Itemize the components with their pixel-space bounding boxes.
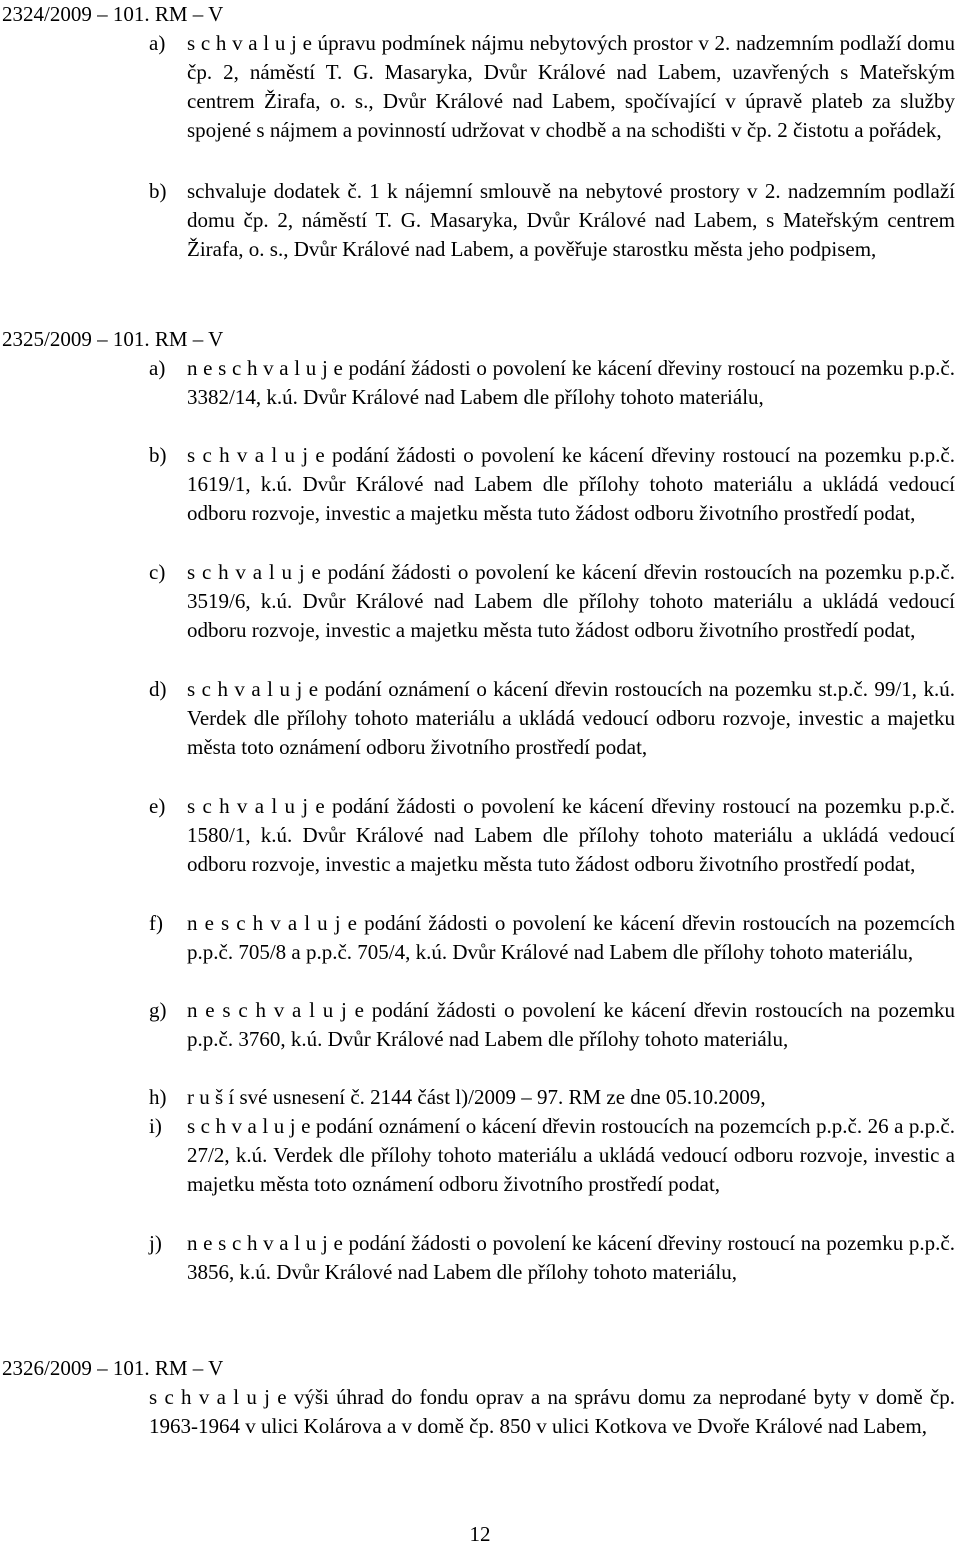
resolution-item-2324-b <box>149 177 955 264</box>
item-verb: s c h v a l u j e <box>187 1114 311 1138</box>
item-text: podání žádosti o povolení ke kácení dřeviny rostoucí na pozemku p.p.č. 1619/1, k.ú. Dvůr Králové nad Labem dle přílohy tohoto materiálu a ukládá vedoucí odboru rozvoje, investic a majetku města tuto žádost odboru životního prostředí podat, <box>187 443 955 525</box>
resolution-item-2325-i <box>149 1112 955 1199</box>
item-verb: r u š í <box>187 1085 235 1109</box>
item-text: podání oznámení o kácení dřevin rostoucích na pozemku st.p.č. 99/1, k.ú. Verdek dle přílohy tohoto materiálu a ukládá vedoucí odboru rozvoje, investic a majetku města toto oznámení odboru životního prostředí podat, <box>187 677 955 759</box>
item-label: g) <box>149 998 167 1022</box>
resolution-heading-2325: 2325/2009 – 101. RM – V <box>2 327 224 351</box>
item-label: b) <box>149 443 167 467</box>
item-verb: s c h v a l u j e <box>187 443 325 467</box>
item-text: podání žádosti o povolení ke kácení dřevin rostoucích na pozemcích p.p.č. 705/8 a p.p.č. 705/4, k.ú. Dvůr Králové nad Labem dle přílohy tohoto materiálu, <box>187 911 955 964</box>
item-text: podání žádosti o povolení ke kácení dřeviny rostoucí na pozemku p.p.č. 1580/1, k.ú. Dvůr Králové nad Labem dle přílohy tohoto materiálu a ukládá vedoucí odboru rozvoje, investic a majetku města tuto žádost odboru životního prostředí podat, <box>187 794 955 876</box>
resolution-paragraph-2326 <box>149 1383 955 1441</box>
item-text: podání žádosti o povolení ke kácení dřevin rostoucích na pozemku p.p.č. 3519/6, k.ú. Dvůr Králové nad Labem dle přílohy tohoto materiálu a ukládá vedoucí odboru rozvoje, investic a majetku města tuto žádost odboru životního prostředí podat, <box>187 560 955 642</box>
item-label: b) <box>149 179 167 203</box>
item-text: podání žádosti o povolení ke kácení dřevin rostoucích na pozemku p.p.č. 3760, k.ú. Dvůr Králové nad Labem dle přílohy tohoto materiálu, <box>187 998 956 1051</box>
item-label: c) <box>149 560 166 584</box>
item-verb: n e s c h v a l u j e <box>187 911 357 935</box>
resolution-heading-2324: 2324/2009 – 101. RM – V <box>2 2 224 26</box>
item-label: f) <box>149 911 163 935</box>
item-label: i) <box>149 1114 162 1138</box>
resolution-item-2325-j <box>149 1229 955 1287</box>
item-text: podání oznámení o kácení dřevin rostoucích na pozemcích p.p.č. 26 a p.p.č. 27/2, k.ú. Verdek dle přílohy tohoto materiálu a ukládá vedoucí odboru rozvoje, investic a majetku města toto oznámení odboru životního prostředí podat, <box>187 1114 955 1196</box>
resolution-item-2325-f <box>149 909 955 967</box>
item-label: e) <box>149 794 166 818</box>
item-label: j) <box>149 1231 162 1255</box>
paragraph-verb: s c h v a l u j e <box>149 1385 287 1409</box>
resolution-item-2324-a <box>149 29 955 145</box>
item-verb: n e s c h v a l u j e <box>187 998 364 1022</box>
resolution-item-2325-c <box>149 558 955 645</box>
resolution-item-2325-a <box>149 354 955 412</box>
item-verb: n e s c h v a l u j e <box>187 1231 343 1255</box>
item-text: podání žádosti o povolení ke kácení dřeviny rostoucí na pozemku p.p.č. 3382/14, k.ú. Dvůr Králové nad Labem dle přílohy tohoto materiálu, <box>187 356 956 409</box>
resolution-item-2325-h <box>149 1083 955 1112</box>
item-text: své usnesení č. 2144 část l)/2009 – 97. RM ze dne 05.10.2009, <box>234 1085 766 1109</box>
item-verb: s c h v a l u j e <box>187 677 319 701</box>
page-number: 12 <box>469 1522 491 1546</box>
item-label: a) <box>149 31 166 55</box>
resolution-item-2325-g <box>149 996 955 1054</box>
item-verb: s c h v a l u j e <box>187 31 312 55</box>
resolution-item-2325-b <box>149 441 955 528</box>
resolution-item-2325-d <box>149 675 955 762</box>
item-text: podání žádosti o povolení ke kácení dřeviny rostoucí na pozemku p.p.č. 3856, k.ú. Dvůr Králové nad Labem dle přílohy tohoto materiálu, <box>187 1231 956 1284</box>
paragraph-text: výši úhrad do fondu oprav a na správu domu za neprodané byty v domě čp. 1963-1964 v ulici Kolárova a v domě čp. 850 v ulici Kotkova ve Dvoře Králové nad Labem, <box>149 1385 955 1438</box>
item-text: schvaluje dodatek č. 1 k nájemní smlouvě na nebytové prostory v 2. nadzemním podlaží domu čp. 2, náměstí T. G. Masaryka, Dvůr Králové nad Labem, s Mateřským centrem Žirafa, o. s., Dvůr Králové nad Labem, a pověřuje starostku města jeho podpisem, <box>187 179 955 261</box>
item-label: h) <box>149 1085 167 1109</box>
item-verb: n e s c h v a l u j e <box>187 356 343 380</box>
item-verb: s c h v a l u j e <box>187 794 325 818</box>
resolution-heading-2326: 2326/2009 – 101. RM – V <box>2 1356 224 1380</box>
item-label: a) <box>149 356 166 380</box>
resolution-item-2325-e <box>149 792 955 879</box>
item-verb: s c h v a l u j e <box>187 560 321 584</box>
item-text: úpravu podmínek nájmu nebytových prostor v 2. nadzemním podlaží domu čp. 2, náměstí T. G. Masaryka, Dvůr Králové nad Labem, uzavřených s Mateřským centrem Žirafa, o. s., Dvůr Králové nad Labem, spočívající v úpravě plateb za služby spojené s nájmem a povinností udržovat v chodbě a na schodišti v čp. 2 čistotu a pořádek, <box>187 31 955 142</box>
item-label: d) <box>149 677 167 701</box>
